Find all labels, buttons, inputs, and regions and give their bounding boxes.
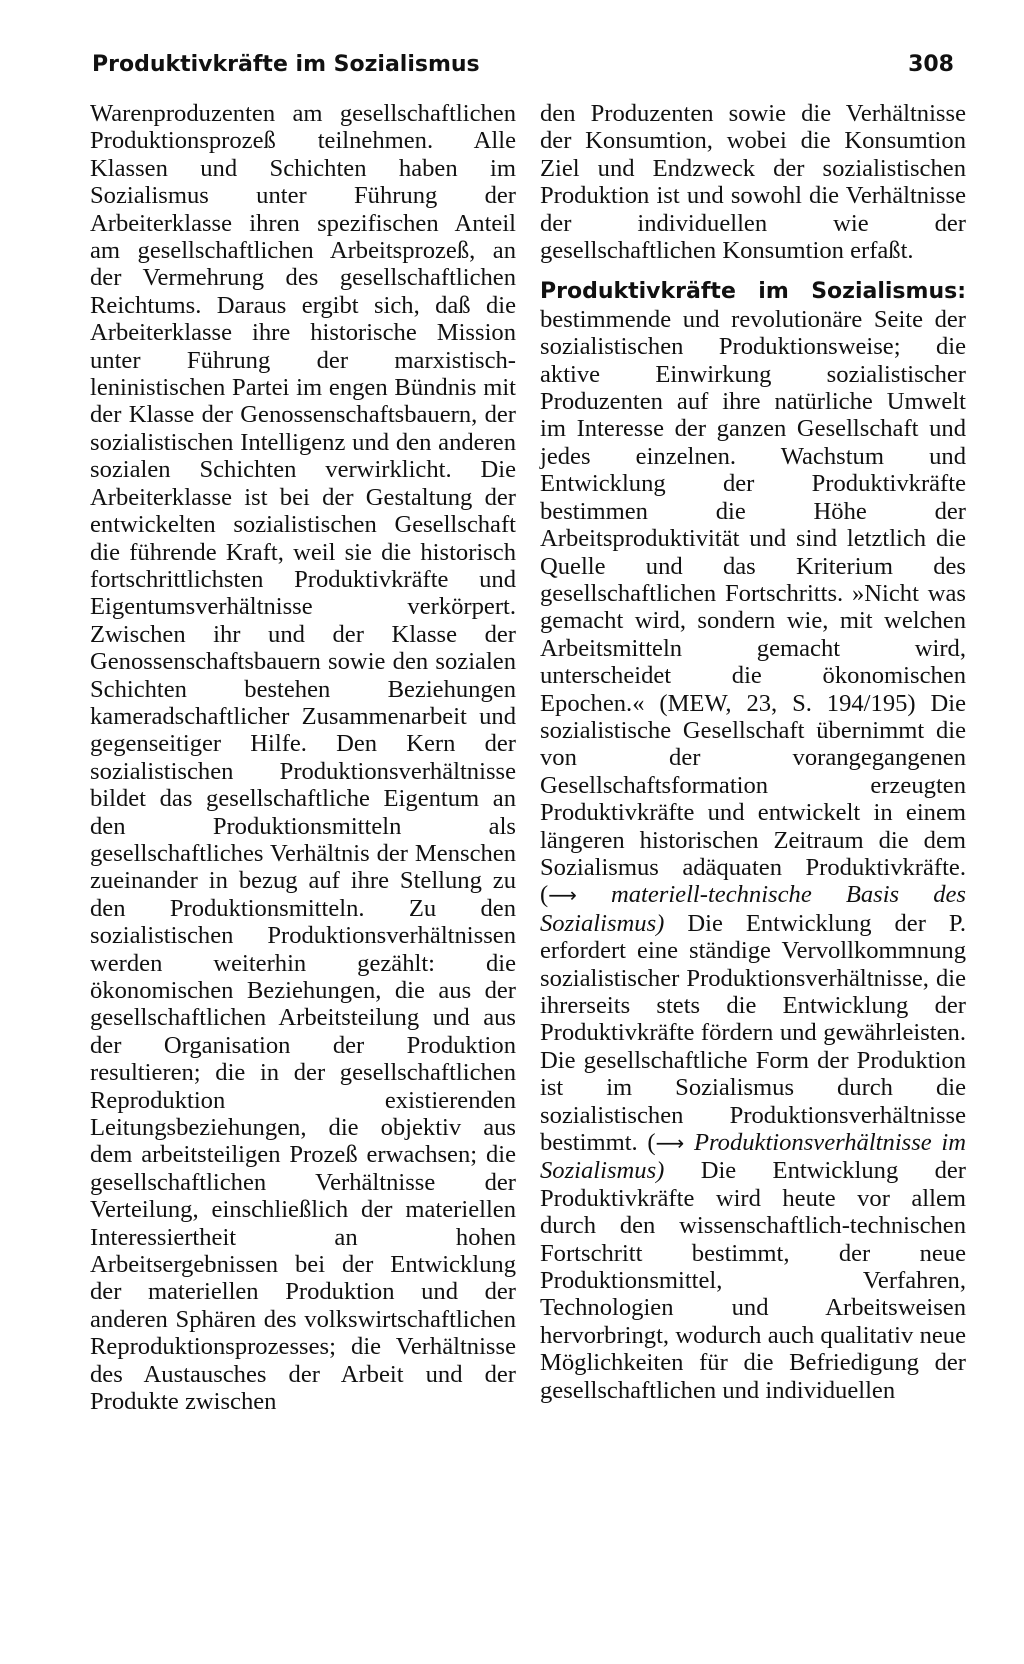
entry-text-part-1: bestimmende und revolutionäre Seite der sozialistischen Produktionsweise; die aktive Einwirkung sozialistischer Produzenten auf ihre natürliche Umwelt im Interesse der ganzen Gesellschaft und jedes einzelnen. Wachstum und Entwicklung der Produktivkräfte bestimmen die Höhe der Arbeitsproduktivität und sind letztlich die Quelle und das Kriterium des gesellschaftlichen Fortschritts. »Nicht was gemacht wird, sondern wie, mit welchen Arbeitsmitteln gemacht wird, unterscheidet die ökonomischen Epochen.« (MEW, 23, S. 194/195) Die sozialistische Gesellschaft übernimmt die von der vorangegangenen Gesellschaftsformation erzeugten Produktivkräfte und entwickelt in einem längeren historischen Zeitraum die dem Sozialismus adäquaten Produktivkräfte. ( xyxy=(540,305,966,909)
right-column xyxy=(540,100,966,1404)
left-column-text: Warenproduzenten am gesellschaftlichen Produktionsprozeß teilnehmen. Alle Klassen und Schichten haben im Sozialismus unter Führung der Arbeiterklasse ihren spezifischen Anteil am gesellschaftlichen Arbeitsprozeß, an der Vermehrung des gesellschaftlichen Reichtums. Daraus ergibt sich, daß die Arbeiterklasse ihre historische Mission unter Führung der marxistisch-leninistischen Partei im engen Bündnis mit der Klasse der Genossenschaftsbauern, der sozialistischen Intelligenz und den anderen sozialen Schichten verwirklicht. Die Arbeiterklasse ist bei der Gestaltung der entwickelten sozialistischen Gesellschaft die führende Kraft, weil sie die historisch fortschrittlichsten Produktivkräfte und Eigentumsverhältnisse verkörpert. Zwischen ihr und der Klasse der Genossenschaftsbauern sowie den sozialen Schichten bestehen Beziehungen kameradschaftlicher Zusammenarbeit und gegenseitiger Hilfe. Den Kern der sozialistischen Produktionsverhältnisse bildet das gesellschaftliche Eigentum an den Produktionsmitteln als gesellschaftliches Verhältnis der Menschen zueinander in bezug auf ihre Stellung zu den Produktionsmitteln. Zu den sozialistischen Produktionsverhältnissen werden weiterhin gezählt: die ökonomischen Beziehungen, die aus der gesellschaftlichen Arbeitsteilung und aus der Organisation der Produktion resultieren; die in der gesellschaftlichen Reproduktion existierenden Leitungsbeziehungen, die objektiv aus dem arbeitsteiligen Prozeß erwachsen; die gesellschaftlichen Verhältnisse der Verteilung, einschließlich der materiellen Interessiertheit an hohen Arbeitsergebnissen bei der Entwicklung der materiellen Produktion und der anderen Sphären des volkswirtschaftlichen Reproduktionsprozesses; die Verhältnisse des Austausches der Arbeit und der Produkte zwischen xyxy=(90,100,516,1416)
cross-reference-arrow-icon: ⟶ xyxy=(655,1131,685,1156)
previous-entry-continuation: den Produzenten sowie die Verhältnisse der Konsumtion, wobei die Konsumtion Ziel und Endzweck der sozialistischen Produktion ist und sowohl die Verhältnisse der individuellen wie der gesellschaftlichen Konsumtion erfaßt. xyxy=(540,100,966,265)
cross-reference-link[interactable]: Produktionsverhältnisse im Sozialismus) xyxy=(540,1129,967,1185)
running-header xyxy=(92,48,954,82)
entry-text-part-3: Die Entwicklung der Produktivkräfte wird heute vor allem durch den wissenschaftlich-technischen Fortschritt bestimmt, der neue Produktionsmittel, Verfahren, Technologien und Arbeitsweisen hervorbringt, wodurch auch qualitativ neue Möglichkeiten für die Befriedigung der gesellschaftlichen und individuellen xyxy=(540,1157,966,1404)
cross-reference-arrow-icon: ⟶ xyxy=(548,883,577,908)
left-column xyxy=(90,100,516,1416)
entry-headword: Produktivkräfte im Sozialismus: xyxy=(540,279,966,305)
running-title: Produktivkräfte im Sozialismus xyxy=(92,52,480,77)
page-number: 308 xyxy=(908,52,954,77)
entry-text-part-2: Die Entwicklung der P. erfordert eine ständige Vervollkommnung sozialistischer Produktionsverhältnisse, die ihrerseits stets die Entwicklung der Produktivkräfte fördern und gewährleisten. Die gesellschaftliche Form der Produktion ist im Sozialismus durch die sozialistischen Produktionsverhältnisse bestimmt. ( xyxy=(540,909,966,1157)
cross-reference-link[interactable]: materiell-technische Basis des Sozialismus) xyxy=(540,881,966,937)
dictionary-entry xyxy=(540,277,966,1404)
